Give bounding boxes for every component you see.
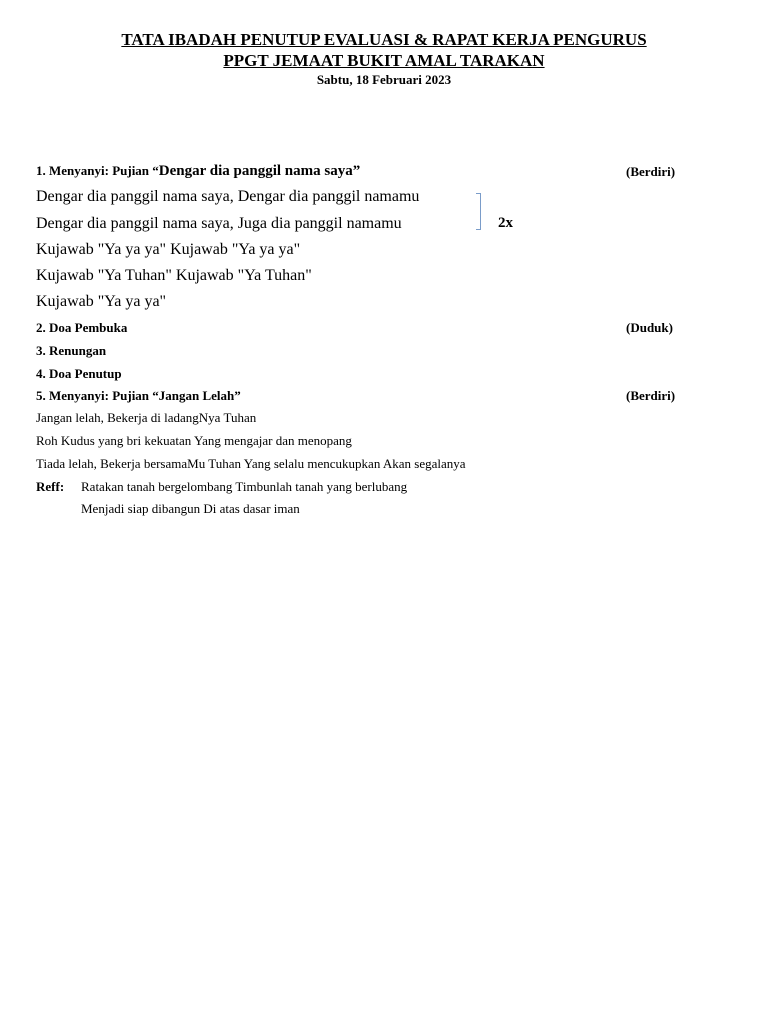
item-2-posture: (Duduk) xyxy=(626,320,673,335)
song1-line-5: Kujawab "Ya ya ya" xyxy=(36,293,167,310)
repeat-bracket xyxy=(476,193,481,230)
song1-line-4: Kujawab "Ya Tuhan" Kujawab "Ya Tuhan" xyxy=(36,267,312,284)
document-title-line1: TATA IBADAH PENUTUP EVALUASI & RAPAT KERJA PENGURUS xyxy=(121,30,647,49)
item-5-posture: (Berdiri) xyxy=(626,388,676,403)
song1-line-2: Dengar dia panggil nama saya, Juga dia panggil namamu xyxy=(36,215,402,232)
reff-line-2: Menjadi siap dibangun Di atas dasar iman xyxy=(81,501,300,516)
document-title-line2: PPGT JEMAAT BUKIT AMAL TARAKAN xyxy=(223,51,545,70)
document-date: Sabtu, 18 Februari 2023 xyxy=(316,72,452,87)
item-1-heading xyxy=(36,162,360,180)
song2-line-2: Roh Kudus yang bri kekuatan Yang mengajar dan menopang xyxy=(36,433,352,448)
reff-line-1: Ratakan tanah bergelombang Timbunlah tanah yang berlubang xyxy=(81,479,408,494)
item-3-heading: 3. Renungan xyxy=(36,343,107,358)
item-5-heading: 5. Menyanyi: Pujian “Jangan Lelah” xyxy=(36,388,241,403)
song1-line-3: Kujawab "Ya ya ya" Kujawab "Ya ya ya" xyxy=(36,241,301,258)
song2-line-3: Tiada lelah, Bekerja bersamaMu Tuhan Yang selalu mencukupkan Akan segalanya xyxy=(36,456,466,471)
song1-line-1: Dengar dia panggil nama saya, Dengar dia panggil namamu xyxy=(36,188,420,205)
item-1-prefix: 1. Menyanyi: Pujian “ xyxy=(36,163,159,178)
item-4-heading: 4. Doa Penutup xyxy=(36,366,122,381)
song2-line-1: Jangan lelah, Bekerja di ladangNya Tuhan xyxy=(36,410,257,425)
repeat-count: 2x xyxy=(498,215,513,231)
item-1-song-title: Dengar dia panggil nama saya” xyxy=(158,163,361,179)
reff-label: Reff: xyxy=(36,479,65,494)
item-2-heading: 2. Doa Pembuka xyxy=(36,320,128,335)
item-1-posture: (Berdiri) xyxy=(626,164,676,179)
